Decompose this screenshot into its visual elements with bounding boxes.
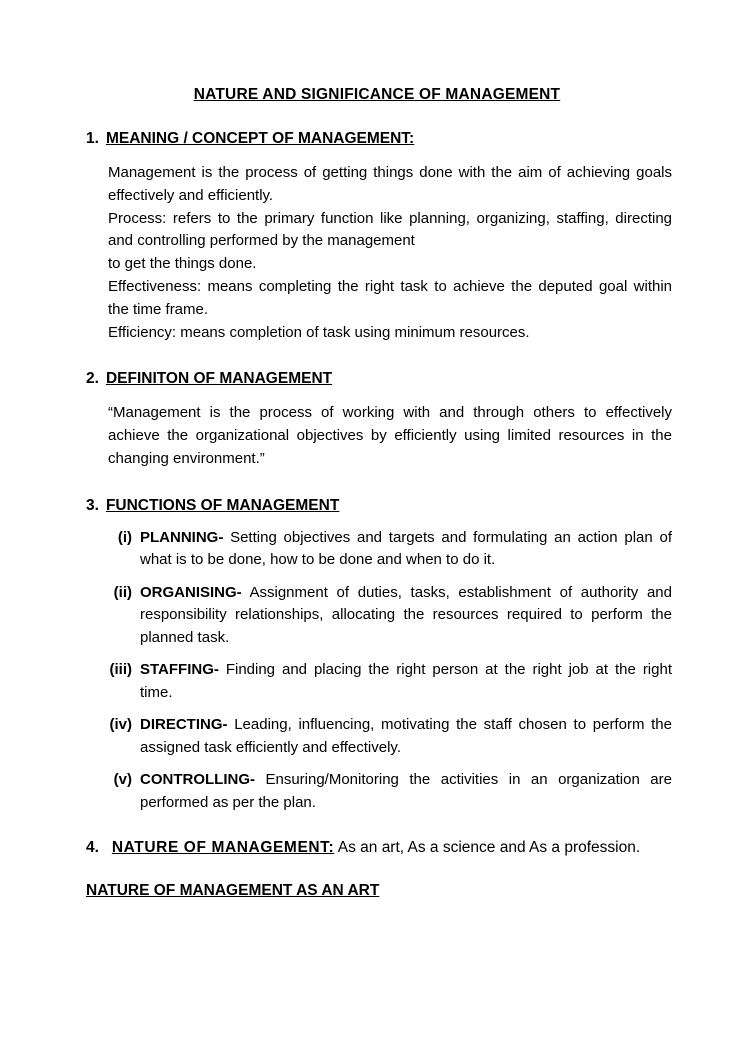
section-heading (78, 370, 676, 388)
page-title: NATURE AND SIGNIFICANCE OF MANAGEMENT (193, 86, 561, 103)
definition-quote: “Management is the process of working with and through others to effectively achieve the organizational objectives by efficiently using limited resources in the changing environment.” (108, 404, 672, 467)
paragraph: Process: refers to the primary function like planning, organizing, staffing, directing and controlling performed by the management (108, 209, 672, 250)
section-functions (78, 497, 676, 815)
list-marker: (i) (117, 528, 132, 546)
section-heading (78, 130, 676, 148)
function-term: DIRECTING- (140, 716, 228, 734)
section-title: DEFINITON OF MANAGEMENT (105, 370, 333, 388)
section-heading (78, 497, 676, 515)
list-marker: (v) (113, 771, 132, 789)
section-number: 3. (86, 496, 99, 514)
section-meaning (78, 130, 676, 344)
list-item (106, 769, 672, 814)
list-text (140, 582, 672, 650)
list-text (140, 527, 672, 572)
list-marker: (iv) (109, 716, 132, 734)
list-text (140, 769, 672, 814)
section-number: 1. (86, 130, 99, 147)
function-term: PLANNING- (140, 528, 224, 546)
paragraph: Management is the process of getting things done with the aim of achieving goals effectively and efficiently. (108, 164, 672, 204)
section-body (78, 162, 676, 344)
list-item (106, 582, 672, 650)
function-term: ORGANISING- (140, 583, 242, 601)
section-definition (78, 370, 676, 470)
list-item (106, 659, 672, 704)
list-marker: (iii) (109, 661, 132, 679)
function-description: Assignment of duties, tasks, establishment of authority and responsibility relationships, allocating the resources required to perform the planned task. (140, 583, 672, 646)
section-title: MEANING / CONCEPT OF MANAGEMENT: (105, 130, 415, 147)
list-item (106, 714, 672, 759)
section-title: NATURE OF MANAGEMENT: (111, 839, 335, 857)
function-description: Finding and placing the right person at the right job at the right time. (140, 661, 672, 701)
function-term: STAFFING- (140, 661, 219, 679)
list-item (106, 527, 672, 572)
section-title: FUNCTIONS OF MANAGEMENT (105, 496, 340, 514)
section-number: 4. (86, 839, 99, 857)
function-description: Ensuring/Monitoring the activities in an organization are performed as per the plan. (140, 771, 672, 811)
section-number: 2. (86, 370, 99, 388)
subheading-art: NATURE OF MANAGEMENT AS AN ART (86, 882, 380, 900)
section-text: As an art, As a science and As a profession. (334, 839, 641, 857)
paragraph: to get the things done. (108, 255, 257, 273)
list-text (140, 659, 672, 704)
functions-list (78, 527, 676, 815)
section-body (78, 402, 676, 470)
function-term: CONTROLLING- (140, 771, 255, 789)
list-marker: (ii) (113, 583, 132, 601)
paragraph: Efficiency: means completion of task using minimum resources. (108, 323, 530, 341)
paragraph: Effectiveness: means completing the right task to achieve the deputed goal within the time frame. (108, 277, 672, 318)
function-description: Leading, influencing, motivating the staff chosen to perform the assigned task efficiently and effectively. (140, 716, 672, 756)
list-text (140, 714, 672, 759)
function-description: Setting objectives and targets and formulating an action plan of what is to be done, how to be done and when to do it. (140, 528, 672, 569)
section-nature (78, 836, 676, 860)
